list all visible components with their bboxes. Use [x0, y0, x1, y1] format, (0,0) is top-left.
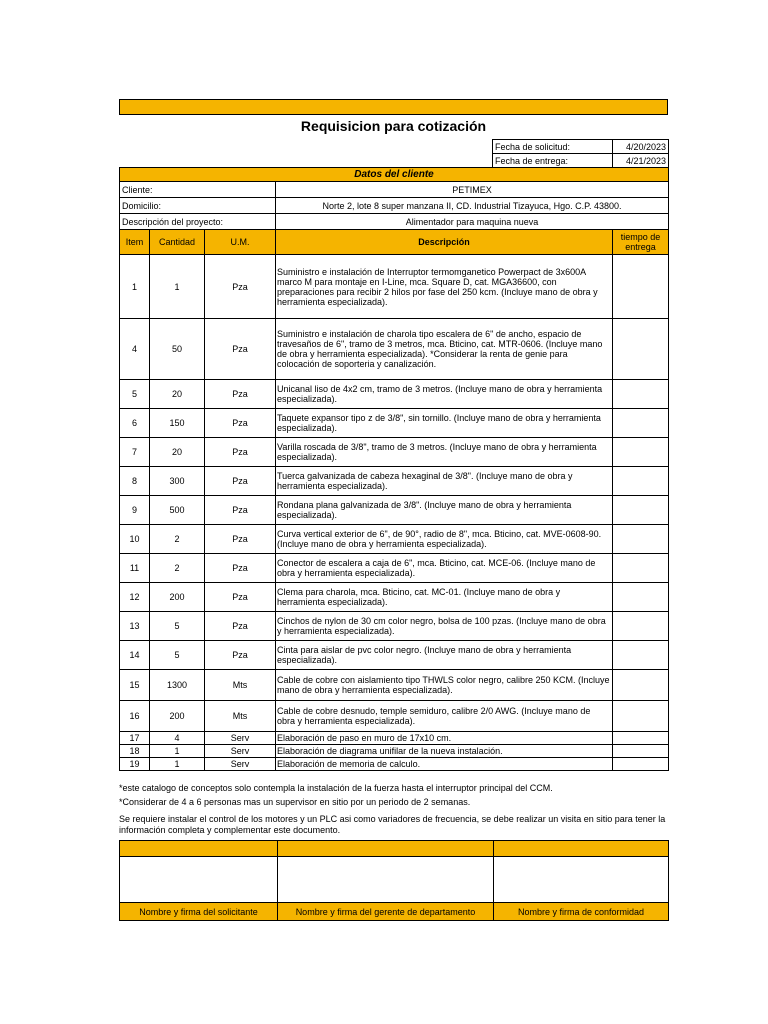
item-description: Cable de cobre con aislamiento tipo THWLS color negro, calibre 250 KCM. (Incluye mano de obra y herramienta especializada). — [276, 670, 613, 701]
item-quantity: 1 — [150, 745, 205, 758]
item-delivery-time — [613, 438, 669, 467]
item-unit: Pza — [205, 409, 276, 438]
signature-label-row — [120, 903, 669, 921]
top-header-bar — [119, 99, 668, 115]
table-row — [120, 732, 669, 745]
table-row — [120, 612, 669, 641]
item-description: Curva vertical exterior de 6", de 90°, radio de 8", mca. Bticino, cat. MVE-0608-90. (Incluye mano de obra y herramienta especializada). — [276, 525, 613, 554]
item-delivery-time — [613, 554, 669, 583]
note: *este catalogo de conceptos solo contempla la instalación de la fuerza hasta el interruptor principal del CCM. — [119, 783, 553, 793]
col-um: U.M. — [205, 230, 276, 255]
item-delivery-time — [613, 641, 669, 670]
item-quantity: 5 — [150, 641, 205, 670]
col-desc: Descripción — [276, 230, 613, 255]
table-row — [120, 525, 669, 554]
item-number: 19 — [120, 758, 150, 771]
item-number: 9 — [120, 496, 150, 525]
item-unit: Pza — [205, 583, 276, 612]
item-delivery-time — [613, 467, 669, 496]
item-quantity: 300 — [150, 467, 205, 496]
item-description: Tuerca galvanizada de cabeza hexaginal de 3/8". (Incluye mano de obra y herramienta especializada). — [276, 467, 613, 496]
item-unit: Serv — [205, 758, 276, 771]
client-label: Cliente: — [120, 182, 276, 198]
signature-box — [120, 857, 278, 903]
item-delivery-time — [613, 670, 669, 701]
item-number: 10 — [120, 525, 150, 554]
signature-header — [278, 841, 494, 857]
signature-label: Nombre y firma del solicitante — [120, 903, 278, 921]
item-number: 13 — [120, 612, 150, 641]
item-delivery-time — [613, 583, 669, 612]
item-quantity: 2 — [150, 525, 205, 554]
client-row — [120, 182, 669, 198]
date-row — [493, 140, 669, 154]
item-unit: Pza — [205, 554, 276, 583]
item-unit: Serv — [205, 745, 276, 758]
item-description: Suministro e instalación de Interruptor termomganetico Powerpact de 3x600A marco M para montaje en I-Line, mca. Square D, cat. MGA36600, con preparaciones para recibir 2 hilos por fase del 250 kcm. (Incluye mano de obra y herramienta especializada). — [276, 255, 613, 319]
item-quantity: 1300 — [150, 670, 205, 701]
item-description: Clema para charola, mca. Bticino, cat. MC-01. (Incluye mano de obra y herramienta especializada). — [276, 583, 613, 612]
client-header-row — [120, 168, 669, 182]
client-label: Domicilio: — [120, 198, 276, 214]
client-label: Descripción del proyecto: — [120, 214, 276, 230]
item-unit: Pza — [205, 380, 276, 409]
item-delivery-time — [613, 496, 669, 525]
item-unit: Pza — [205, 255, 276, 319]
item-unit: Mts — [205, 670, 276, 701]
item-number: 11 — [120, 554, 150, 583]
item-quantity: 150 — [150, 409, 205, 438]
table-row — [120, 380, 669, 409]
item-description: Taquete expansor tipo z de 3/8", sin tornillo. (Incluye mano de obra y herramienta especializada). — [276, 409, 613, 438]
item-number: 7 — [120, 438, 150, 467]
item-number: 18 — [120, 745, 150, 758]
item-number: 17 — [120, 732, 150, 745]
date-label: Fecha de solicitud: — [493, 140, 613, 154]
signature-header-row — [120, 841, 669, 857]
item-delivery-time — [613, 525, 669, 554]
item-description: Elaboración de memoria de calculo. — [276, 758, 613, 771]
item-unit: Pza — [205, 496, 276, 525]
table-row — [120, 554, 669, 583]
client-row — [120, 198, 669, 214]
dates-table — [492, 139, 669, 168]
signature-header — [120, 841, 278, 857]
note: Se requiere instalar el control de los motores y un PLC asi como variadores de frecuencia, se debe realizar un visita en sitio para tener la información completa y complementar este documento. — [119, 814, 666, 835]
item-delivery-time — [613, 701, 669, 732]
item-unit: Pza — [205, 641, 276, 670]
date-value: 4/20/2023 — [613, 140, 669, 154]
col-time: tiempo de entrega — [613, 230, 669, 255]
signature-label: Nombre y firma de conformidad — [494, 903, 669, 921]
item-rows — [120, 255, 669, 771]
notes — [119, 783, 679, 836]
table-row — [120, 701, 669, 732]
client-header: Datos del cliente — [120, 168, 669, 182]
date-row — [493, 154, 669, 168]
item-quantity: 2 — [150, 554, 205, 583]
item-number: 4 — [120, 319, 150, 380]
signature-box — [494, 857, 669, 903]
item-number: 6 — [120, 409, 150, 438]
item-delivery-time — [613, 745, 669, 758]
client-value: Alimentador para maquina nueva — [276, 214, 669, 230]
item-description: Cinchos de nylon de 30 cm color negro, bolsa de 100 pzas. (Incluye mano de obra y herramienta especializada). — [276, 612, 613, 641]
item-delivery-time — [613, 409, 669, 438]
item-description: Conector de escalera a caja de 6", mca. Bticino, cat. MCE-06. (Incluye mano de obra y herramienta especializada). — [276, 554, 613, 583]
item-unit: Pza — [205, 319, 276, 380]
signature-space-row — [120, 857, 669, 903]
item-quantity: 20 — [150, 438, 205, 467]
table-row — [120, 641, 669, 670]
col-qty: Cantidad — [150, 230, 205, 255]
item-description: Cinta para aislar de pvc color negro. (Incluye mano de obra y herramienta especializada). — [276, 641, 613, 670]
table-row — [120, 583, 669, 612]
item-number: 15 — [120, 670, 150, 701]
item-description: Rondana plana galvanizada de 3/8". (Incluye mano de obra y herramienta especializada). — [276, 496, 613, 525]
item-unit: Pza — [205, 438, 276, 467]
item-unit: Pza — [205, 612, 276, 641]
item-delivery-time — [613, 255, 669, 319]
item-description: Cable de cobre desnudo, temple semiduro, calibre 2/0 AWG. (Incluye mano de obra y herramienta especializada). — [276, 701, 613, 732]
client-value: PETIMEX — [276, 182, 669, 198]
table-row — [120, 670, 669, 701]
item-quantity: 200 — [150, 701, 205, 732]
page-title: Requisicion para cotización — [300, 118, 487, 134]
item-unit: Pza — [205, 525, 276, 554]
item-unit: Pza — [205, 467, 276, 496]
item-delivery-time — [613, 732, 669, 745]
item-quantity: 1 — [150, 758, 205, 771]
client-value: Norte 2, lote 8 super manzana II, CD. Industrial Tizayuca, Hgo. C.P. 43800. — [276, 198, 669, 214]
signature-box — [278, 857, 494, 903]
item-quantity: 500 — [150, 496, 205, 525]
item-number: 1 — [120, 255, 150, 319]
item-number: 8 — [120, 467, 150, 496]
item-description: Suministro e instalación de charola tipo escalera de 6" de ancho, espacio de travesaños de 6", tramo de 3 metros, mca. Bticino, cat. MTR-0606. (Incluye mano de obra y herramienta especializada). *Considerar la renta de genie para colocación de soporteria y canalización. — [276, 319, 613, 380]
table-row — [120, 319, 669, 380]
item-description: Unicanal liso de 4x2 cm, tramo de 3 metros. (Incluye mano de obra y herramienta especializada). — [276, 380, 613, 409]
client-row — [120, 214, 669, 230]
item-description: Varilla roscada de 3/8", tramo de 3 metros. (Incluye mano de obra y herramienta especializada). — [276, 438, 613, 467]
item-quantity: 5 — [150, 612, 205, 641]
item-quantity: 200 — [150, 583, 205, 612]
item-delivery-time — [613, 612, 669, 641]
note: *Considerar de 4 a 6 personas mas un supervisor en sitio por un periodo de 2 semanas. — [119, 797, 471, 807]
item-delivery-time — [613, 380, 669, 409]
signature-header — [494, 841, 669, 857]
item-number: 14 — [120, 641, 150, 670]
item-description: Elaboración de diagrama unifilar de la nueva instalación. — [276, 745, 613, 758]
col-item: Item — [120, 230, 150, 255]
table-row — [120, 255, 669, 319]
item-number: 16 — [120, 701, 150, 732]
item-delivery-time — [613, 319, 669, 380]
items-table — [119, 167, 669, 771]
date-label: Fecha de entrega: — [493, 154, 613, 168]
signature-label: Nombre y firma del gerente de departamento — [278, 903, 494, 921]
date-value: 4/21/2023 — [613, 154, 669, 168]
item-quantity: 20 — [150, 380, 205, 409]
item-number: 5 — [120, 380, 150, 409]
item-quantity: 4 — [150, 732, 205, 745]
table-row — [120, 438, 669, 467]
item-number: 12 — [120, 583, 150, 612]
item-unit: Mts — [205, 701, 276, 732]
table-row — [120, 496, 669, 525]
item-description: Elaboración de paso en muro de 17x10 cm. — [276, 732, 613, 745]
column-header-row — [120, 230, 669, 255]
table-row — [120, 758, 669, 771]
signature-table — [119, 840, 669, 921]
table-row — [120, 467, 669, 496]
table-row — [120, 745, 669, 758]
table-row — [120, 409, 669, 438]
item-quantity: 1 — [150, 255, 205, 319]
item-delivery-time — [613, 758, 669, 771]
item-unit: Serv — [205, 732, 276, 745]
item-quantity: 50 — [150, 319, 205, 380]
